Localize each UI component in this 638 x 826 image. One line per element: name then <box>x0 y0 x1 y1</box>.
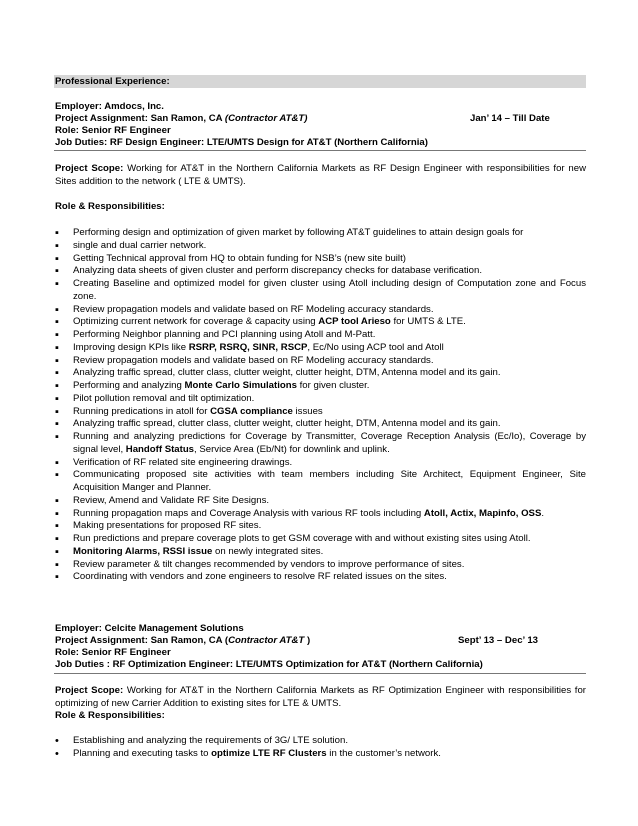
job2-project-scope <box>55 685 586 710</box>
responsibility-text: Getting Technical approval from HQ to obtain funding for NSB’s (new site built) <box>73 252 406 264</box>
job2-duties: Job Duties : RF Optimization Engineer: LTE/UMTS Optimization for AT&T (Northern California) <box>55 659 483 670</box>
responsibility-item <box>55 380 586 393</box>
job1-scope-text: Working for AT&T in the Northern California Markets as RF Design Engineer with responsibilities for new Sites addition to the network ( LTE & UMTS). <box>55 163 586 187</box>
responsibility-highlight: CGSA compliance <box>210 405 293 417</box>
responsibility-highlight: Monitoring Alarms, RSSI issue <box>73 545 213 557</box>
job1-assignment-contractor: (Contractor AT&T) <box>224 113 308 124</box>
responsibility-item <box>55 457 586 470</box>
responsibility-item <box>55 393 586 406</box>
responsibility-text-continued: . <box>541 507 545 519</box>
responsibility-text: Creating Baseline and optimized model for given cluster using Atoll including design of Computation zone and Focus zone. <box>73 278 586 302</box>
job1-project-scope <box>55 163 586 188</box>
job1-duties: Job Duties: RF Design Engineer: LTE/UMTS Design for AT&T (Northern California) <box>55 137 428 148</box>
responsibility-text: Review, Amend and Validate RF Site Designs. <box>73 494 270 506</box>
section-header-professional-experience: Professional Experience: <box>54 75 586 88</box>
responsibility-text-continued: for UMTS & LTE. <box>390 316 466 328</box>
responsibility-text: Performing Neighbor planning and PCI planning using Atoll and M-Patt. <box>73 329 376 340</box>
responsibility-text: Analyzing data sheets of given cluster and perform discrepancy checks for database verification. <box>73 265 483 277</box>
job1-divider <box>54 150 586 151</box>
responsibility-item <box>55 329 586 342</box>
job2-assignment-suffix: ) <box>304 635 311 646</box>
responsibility-item <box>55 469 586 495</box>
responsibility-text: Running propagation maps and Coverage Analysis with various RF tools including <box>73 507 424 519</box>
responsibility-text: Running predications in atoll for <box>73 405 211 417</box>
job2-responsibilities-heading: Role & Responsibilities: <box>55 710 165 721</box>
responsibility-text: Running and analyzing predictions for Coverage by Transmitter, Coverage Reception Analysis (Ec/Io), Coverage by signal level, <box>73 431 586 455</box>
responsibility-item <box>55 406 586 419</box>
job2-assignment-text: Project Assignment: San Ramon, CA ( <box>55 635 229 646</box>
responsibility-item <box>55 431 586 457</box>
job1-scope-label: Project Scope: <box>55 163 124 174</box>
responsibility-item <box>55 559 586 572</box>
job2-responsibilities-list <box>55 735 586 761</box>
responsibility-text: Optimizing current network for coverage & capacity using <box>73 316 319 328</box>
responsibility-highlight: optimize LTE RF Clusters <box>211 747 327 759</box>
responsibility-text: Performing design and optimization of given market by following AT&T guidelines to attain design goals for <box>73 227 524 238</box>
responsibility-item <box>55 265 586 278</box>
job2-assignment-contractor: Contractor AT&T <box>228 635 305 646</box>
responsibility-text: Making presentations for proposed RF sites. <box>73 520 262 532</box>
responsibility-item <box>55 571 586 584</box>
job2-divider <box>54 673 586 674</box>
responsibility-highlight: Atoll, Actix, Mapinfo, OSS <box>423 507 542 519</box>
responsibility-highlight: RSRP, RSRQ, SINR, RSCP <box>188 341 308 353</box>
job2-dates: Sept’ 13 – Dec’ 13 <box>458 635 539 646</box>
responsibility-highlight: ACP tool Arieso <box>318 316 391 328</box>
job1-responsibilities-list <box>55 227 586 584</box>
responsibility-item <box>55 227 586 240</box>
responsibility-item <box>55 316 586 329</box>
job1-dates: Jan’ 14 – Till Date <box>470 113 550 124</box>
responsibility-item <box>55 748 586 761</box>
responsibility-highlight: Monte Carlo Simulations <box>184 380 297 391</box>
job2-assignment <box>55 635 310 647</box>
job1-assignment-text: Project Assignment: San Ramon, CA <box>55 113 225 124</box>
responsibility-item <box>55 735 586 748</box>
responsibility-item <box>55 240 586 253</box>
job2-scope-text: Working for AT&T in the Northern California Markets as RF Optimization Engineer with responsibilities for optimizing of new Carrier Addition to existing sites for LTE & UMTS. <box>55 685 586 709</box>
job1-responsibilities-heading: Role & Responsibilities: <box>55 201 165 212</box>
responsibility-item <box>55 367 586 380</box>
responsibility-text: Review propagation models and validate based on RF Modeling accuracy standards. <box>73 303 434 315</box>
responsibility-text-continued: , Ec/No using ACP tool and Atoll <box>307 341 444 353</box>
responsibility-text-continued: issues <box>292 405 323 417</box>
job2-employer: Employer: Celcite Management Solutions <box>55 623 244 634</box>
responsibility-text: Establishing and analyzing the requirements of 3G/ LTE solution. <box>73 735 349 746</box>
responsibility-text: Analyzing traffic spread, clutter class, clutter weight, clutter height, DTM, Antenna model and its gain. <box>73 367 501 379</box>
responsibility-text: Planning and executing tasks to <box>73 747 212 759</box>
responsibility-text: Communicating proposed site activities with team members including Site Architect, Equipment Engineer, Site Acquisition Manger and Planner. <box>73 469 586 493</box>
responsibility-text-continued: for given cluster. <box>296 380 370 391</box>
responsibility-text-continued: in the customer’s network. <box>326 747 441 759</box>
responsibility-item <box>55 418 586 431</box>
responsibility-item <box>55 342 586 355</box>
responsibility-text: Analyzing traffic spread, clutter class, clutter weight, clutter height, DTM, Antenna model and its gain. <box>73 418 501 430</box>
responsibility-item <box>55 253 586 266</box>
responsibility-text: Review parameter & tilt changes recommended by vendors to improve performance of sites. <box>73 558 465 570</box>
responsibility-text: Coordinating with vendors and zone engineers to resolve RF related issues on the sites. <box>73 571 447 583</box>
responsibility-item <box>55 355 586 368</box>
responsibility-text: Run predictions and prepare coverage plots to get GSM coverage with and without existing sites using Atoll. <box>73 533 531 544</box>
responsibility-item <box>55 304 586 317</box>
responsibility-text: Verification of RF related site engineering drawings. <box>73 456 293 468</box>
responsibility-text: Improving design KPIs like <box>73 341 189 353</box>
job1-role: Role: Senior RF Engineer <box>55 125 171 136</box>
responsibility-item <box>55 495 586 508</box>
responsibility-item <box>55 520 586 533</box>
responsibility-item <box>55 533 586 546</box>
responsibility-text: Pilot pollution removal and tilt optimization. <box>73 392 255 404</box>
job1-assignment <box>55 113 307 125</box>
responsibility-text-continued: , Service Area (Eb/Nt) for downlink and uplink. <box>194 443 390 455</box>
job2-scope-label: Project Scope: <box>55 685 124 696</box>
responsibility-highlight: Handoff Status <box>125 443 195 455</box>
responsibility-text-continued: on newly integrated sites. <box>212 545 324 557</box>
responsibility-text: Performing and analyzing <box>73 380 185 391</box>
responsibility-text: Review propagation models and validate based on RF Modeling accuracy standards. <box>73 354 434 366</box>
responsibility-item <box>55 508 586 521</box>
job2-role: Role: Senior RF Engineer <box>55 647 171 658</box>
responsibility-item <box>55 546 586 559</box>
responsibility-text: single and dual carrier network. <box>73 239 207 251</box>
job1-employer: Employer: Amdocs, Inc. <box>55 101 164 112</box>
responsibility-item <box>55 278 586 304</box>
